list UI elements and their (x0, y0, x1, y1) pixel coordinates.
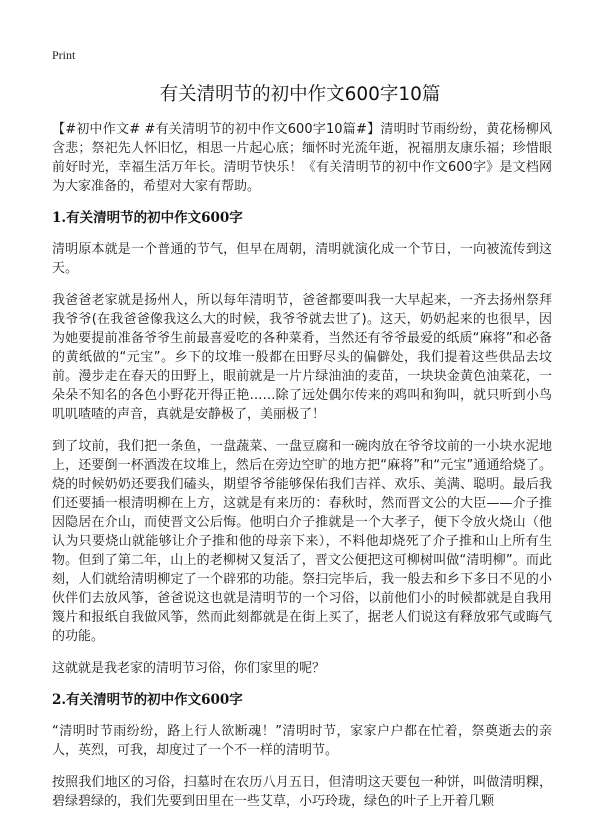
section-heading: 2.有关清明节的初中作文600字 (52, 692, 243, 708)
section-heading: 1.有关清明节的初中作文600字 (52, 210, 243, 226)
paragraph: 这就就是我老家的清明节习俗，你们家里的呢？ (52, 661, 326, 676)
paragraph: 到了坟前，我们把一条鱼，一盘蔬菜、一盘豆腐和一碗肉放在爷爷坟前的一小块水泥地上，还要倒一杯酒泼在坟堆上，然后在旁边空旷的地方把“麻将”和“元宝”通通给烧了。烧的时候奶奶还要我们磕头，期望爷爷能够保佑我们吉祥、欢乐、美满、聪明。最后我们还要插一根清明柳在上方，这就是有来历的：春秋时，然而晋文公的大臣——介子推因隐居在介山，而使晋文公后悔。他明白介子推就是一个大孝子，便下令放火烧山（他认为只要烧山就能够让介子推和他的母亲下来），不料他却烧死了介子推和山上所有生物。但到了第二年，山上的老柳树又复活了，晋文公便把这可柳树叫做“清明柳”。而此刻，人们就给清明柳定了一个辟邪的功能。祭扫完毕后，我一般去和乡下多日不见的小伙伴们去放风筝，爸爸说这也就是清明节的一个习俗，以前他们小的时候都就是自我用篾片和报纸自我做风筝，然而此刻都就是在街上买了，据老人们说这有释放邪气或晦气的功能。 (52, 439, 552, 644)
page-title: 有关清明节的初中作文600字10篇 (159, 84, 441, 105)
article-body (52, 120, 552, 824)
paragraph: 我爸爸老家就是扬州人，所以每年清明节，爸爸都要叫我一大早起来，一齐去扬州祭拜我爷爷(在我爸爸像我这么大的时候，我爷爷就去世了)。这天，奶奶起来的也很早，因为她要提前准备爷爷生前最喜爱吃的各种菜肴，当然还有爷爷最爱的纸质“麻将”和必备的黄纸做的“元宝”。乡下的坟堆一般都在田野尽头的偏僻处，我们提着这些供品去坟前。漫步走在春天的田野上，眼前就是一片片绿油油的麦苗，一块块金黄色油菜花，一朵朵不知名的各色小野花开得正艳……除了远处偶尔传来的鸡叫和狗叫，就只听到小鸟叽叽喳喳的声音，真就是安静极了，美丽极了！ (52, 293, 552, 422)
paragraph: 清明原本就是一个普通的节气，但早在周朝，清明就演化成一个节日，一向被流传到这天。 (52, 242, 552, 276)
print-label[interactable]: Print (52, 48, 76, 62)
intro-paragraph: 【#初中作文# #有关清明节的初中作文600字10篇#】清明时节雨纷纷，黄花杨柳风含悲；祭祀先人怀旧忆，相思一片起心底；缅怀时光流年逝，祝福朋友康乐福；珍惜眼前好时光，幸福生活万年长。清明节快乐！《有关清明节的初中作文600字》是文档网为大家准备的，希望对大家有帮助。 (52, 122, 552, 194)
paragraph: “清明时节雨纷纷，路上行人欲断魂！”清明时节，家家户户都在忙着，祭奠逝去的亲人，英烈，可我，却度过了一个不一样的清明节。 (52, 724, 552, 758)
paragraph: 按照我们地区的习俗，扫墓时在农历八月五日，但清明这天要包一种饼，叫做清明粿，碧绿碧绿的，我们先要到田里在一些艾草，小巧玲珑，绿色的叶子上开着几颗 (52, 775, 552, 809)
